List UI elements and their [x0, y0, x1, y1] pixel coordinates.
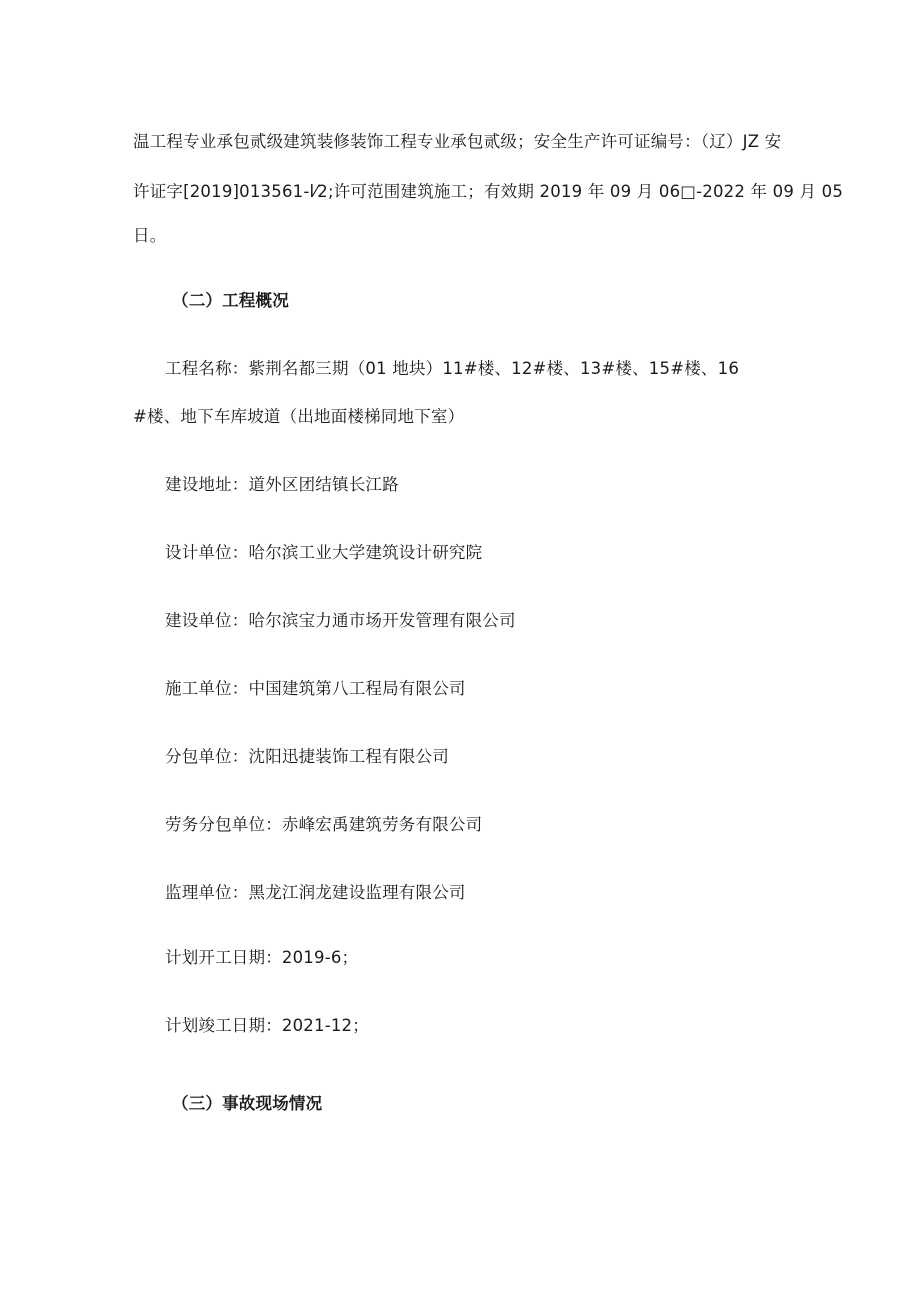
- intro-paragraph-line-2: 许证字[2019]013561-l⁄2;许可范围建筑施工；有效期 2019 年 09 月 06□-2022 年 09 月 05: [133, 182, 844, 201]
- planned-completion-date: 计划竣工日期：2021-12；: [165, 1016, 369, 1035]
- subcontractor-unit: 分包单位：沈阳迅捷装饰工程有限公司: [165, 747, 449, 766]
- labor-subcontractor-unit: 劳务分包单位：赤峰宏禹建筑劳务有限公司: [165, 815, 483, 834]
- section-heading-accident-scene: （三）事故现场情况: [172, 1094, 323, 1113]
- owner-unit: 建设单位：哈尔滨宝力通市场开发管理有限公司: [165, 611, 516, 630]
- design-unit: 设计单位：哈尔滨工业大学建筑设计研究院: [165, 543, 483, 562]
- contractor-unit: 施工单位：中国建筑第八工程局有限公司: [165, 679, 466, 698]
- section-heading-project-overview: （二）工程概况: [172, 291, 289, 310]
- planned-start-date: 计划开工日期：2019-6；: [165, 948, 359, 967]
- supervision-unit: 监理单位：黑龙江润龙建设监理有限公司: [165, 883, 466, 902]
- project-name-line-1: 工程名称：紫荆名都三期（01 地块）11#楼、12#楼、13#楼、15#楼、16: [165, 359, 740, 378]
- intro-paragraph-line-3: 日。: [133, 226, 167, 245]
- project-name-line-2: #楼、地下车库坡道（出地面楼梯同地下室）: [133, 407, 465, 426]
- intro-paragraph-line-1: 温工程专业承包贰级建筑装修装饰工程专业承包贰级；安全生产许可证编号：（辽）JZ 安: [133, 132, 782, 151]
- construction-address: 建设地址：道外区团结镇长江路: [165, 475, 399, 494]
